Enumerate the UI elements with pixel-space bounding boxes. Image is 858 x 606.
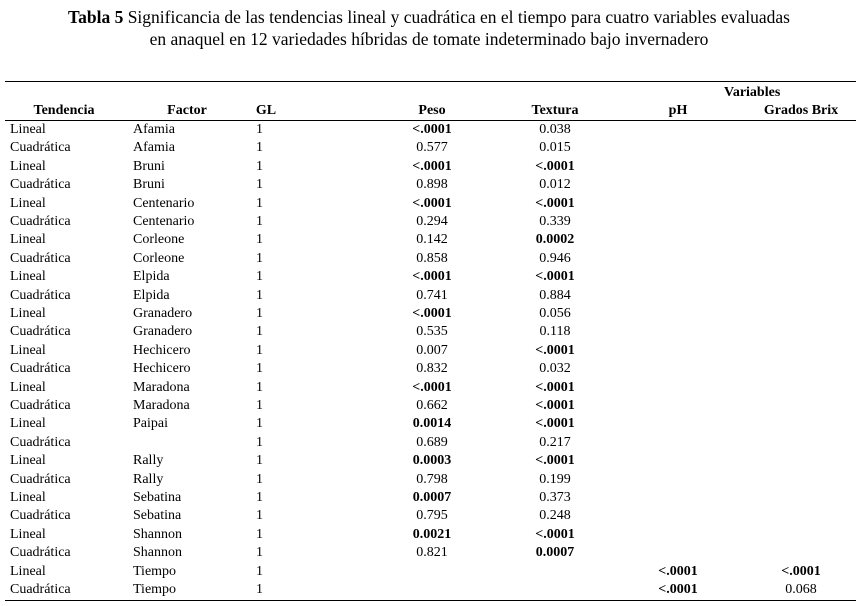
cell-tendencia: Cuadrática — [10, 140, 71, 155]
cell-grados-brix: <.0001 — [781, 564, 821, 579]
cell-factor: Afamia — [133, 140, 175, 155]
cell-textura: <.0001 — [535, 269, 575, 284]
cell-gl: 1 — [256, 361, 263, 376]
cell-peso: <.0001 — [412, 159, 452, 174]
cell-factor: Sebatina — [133, 508, 182, 523]
cell-factor: Centenario — [133, 196, 195, 211]
cell-textura: 0.032 — [539, 361, 571, 376]
cell-peso: 0.795 — [416, 508, 448, 523]
cell-textura: <.0001 — [535, 416, 575, 431]
cell-tendencia: Lineal — [10, 416, 46, 431]
header-variables-group: Variables — [724, 85, 781, 100]
cell-textura: 0.015 — [539, 140, 571, 155]
header-ph: pH — [668, 103, 688, 118]
cell-textura: <.0001 — [535, 453, 575, 468]
cell-tendencia: Cuadrática — [10, 288, 71, 303]
cell-gl: 1 — [256, 306, 263, 321]
cell-factor: Elpida — [133, 269, 170, 284]
cell-textura: 0.012 — [539, 177, 571, 192]
cell-textura: 0.0002 — [535, 232, 575, 247]
cell-textura: 0.038 — [539, 122, 571, 137]
cell-tendencia: Lineal — [10, 269, 46, 284]
cell-peso: 0.858 — [416, 251, 448, 266]
header-tendencia: Tendencia — [33, 103, 95, 118]
cell-gl: 1 — [256, 140, 263, 155]
cell-gl: 1 — [256, 398, 263, 413]
cell-tendencia: Lineal — [10, 564, 46, 579]
cell-textura: <.0001 — [535, 196, 575, 211]
cell-peso: <.0001 — [412, 196, 452, 211]
cell-tendencia: Cuadrática — [10, 398, 71, 413]
cell-gl: 1 — [256, 508, 263, 523]
caption-text-1: Significancia de las tendencias lineal y cuadrática en el tiempo para cuatro variables evaluadas — [127, 7, 790, 27]
cell-gl: 1 — [256, 453, 263, 468]
cell-ph: <.0001 — [658, 564, 698, 579]
table-header-rule — [5, 120, 856, 121]
table-caption — [0, 6, 858, 50]
cell-peso: 0.662 — [416, 398, 448, 413]
cell-tendencia: Lineal — [10, 196, 46, 211]
cell-peso: 0.821 — [416, 545, 448, 560]
cell-textura: <.0001 — [535, 398, 575, 413]
cell-tendencia: Lineal — [10, 453, 46, 468]
cell-peso: 0.0014 — [412, 416, 452, 431]
cell-gl: 1 — [256, 435, 263, 450]
cell-peso: 0.007 — [416, 343, 448, 358]
cell-peso: <.0001 — [412, 122, 452, 137]
cell-textura: 0.217 — [539, 435, 571, 450]
cell-factor: Maradona — [133, 380, 190, 395]
cell-gl: 1 — [256, 177, 263, 192]
cell-textura: <.0001 — [535, 380, 575, 395]
cell-gl: 1 — [256, 472, 263, 487]
cell-tendencia: Cuadrática — [10, 251, 71, 266]
cell-textura: <.0001 — [535, 343, 575, 358]
cell-factor: Centenario — [133, 214, 195, 229]
cell-peso: 0.0007 — [412, 490, 452, 505]
cell-peso: 0.898 — [416, 177, 448, 192]
cell-textura: 0.884 — [539, 288, 571, 303]
cell-gl: 1 — [256, 159, 263, 174]
cell-gl: 1 — [256, 269, 263, 284]
cell-textura: <.0001 — [535, 159, 575, 174]
cell-factor: Corleone — [133, 232, 185, 247]
cell-textura: 0.339 — [539, 214, 571, 229]
cell-ph: <.0001 — [658, 582, 698, 597]
cell-peso: 0.577 — [416, 140, 448, 155]
cell-gl: 1 — [256, 288, 263, 303]
cell-factor: Bruni — [133, 177, 165, 192]
cell-factor: Tiempo — [133, 582, 177, 597]
header-peso: Peso — [418, 103, 446, 118]
cell-tendencia: Cuadrática — [10, 361, 71, 376]
cell-factor: Granadero — [133, 306, 193, 321]
cell-textura: 0.0007 — [535, 545, 575, 560]
cell-factor: Maradona — [133, 398, 190, 413]
cell-tendencia: Cuadrática — [10, 214, 71, 229]
cell-factor: Corleone — [133, 251, 185, 266]
cell-tendencia: Cuadrática — [10, 582, 71, 597]
cell-tendencia: Cuadrática — [10, 508, 71, 523]
cell-textura: <.0001 — [535, 527, 575, 542]
cell-tendencia: Lineal — [10, 159, 46, 174]
cell-peso: 0.832 — [416, 361, 448, 376]
cell-factor: Elpida — [133, 288, 170, 303]
cell-factor: Sebatina — [133, 490, 182, 505]
table-top-rule — [5, 81, 856, 82]
cell-tendencia: Cuadrática — [10, 324, 71, 339]
cell-peso: 0.798 — [416, 472, 448, 487]
cell-gl: 1 — [256, 251, 263, 266]
cell-factor: Shannon — [133, 545, 182, 560]
cell-gl: 1 — [256, 564, 263, 579]
cell-tendencia: Lineal — [10, 343, 46, 358]
cell-tendencia: Cuadrática — [10, 545, 71, 560]
caption-label: Tabla 5 — [68, 7, 124, 27]
cell-tendencia: Cuadrática — [10, 435, 71, 450]
cell-factor: Hechicero — [133, 361, 191, 376]
header-textura: Textura — [531, 103, 579, 118]
cell-factor: Tiempo — [133, 564, 177, 579]
caption-line-2: en anaquel en 12 variedades híbridas de tomate indeterminado bajo invernadero — [149, 29, 709, 49]
cell-factor: Afamia — [133, 122, 175, 137]
cell-grados-brix: 0.068 — [785, 582, 817, 597]
cell-gl: 1 — [256, 545, 263, 560]
cell-tendencia: Lineal — [10, 122, 46, 137]
cell-textura: 0.373 — [539, 490, 571, 505]
cell-tendencia: Cuadrática — [10, 472, 71, 487]
cell-gl: 1 — [256, 122, 263, 137]
cell-factor: Hechicero — [133, 343, 191, 358]
cell-gl: 1 — [256, 416, 263, 431]
cell-textura: 0.946 — [539, 251, 571, 266]
cell-peso: <.0001 — [412, 306, 452, 321]
cell-peso: 0.689 — [416, 435, 448, 450]
cell-factor: Rally — [133, 472, 164, 487]
cell-tendencia: Lineal — [10, 490, 46, 505]
cell-peso: 0.535 — [416, 324, 448, 339]
cell-tendencia: Cuadrática — [10, 177, 71, 192]
cell-factor: Granadero — [133, 324, 193, 339]
cell-gl: 1 — [256, 582, 263, 597]
caption-line-1 — [0, 6, 858, 28]
cell-gl: 1 — [256, 490, 263, 505]
cell-gl: 1 — [256, 343, 263, 358]
header-grados-brix: Grados Brix — [763, 103, 839, 118]
cell-tendencia: Lineal — [10, 380, 46, 395]
header-gl: GL — [255, 103, 277, 118]
cell-gl: 1 — [256, 196, 263, 211]
cell-gl: 1 — [256, 527, 263, 542]
cell-factor: Paipai — [133, 416, 168, 431]
cell-gl: 1 — [256, 324, 263, 339]
cell-tendencia: Lineal — [10, 232, 46, 247]
cell-peso: 0.0021 — [412, 527, 452, 542]
cell-textura: 0.056 — [539, 306, 571, 321]
cell-factor: Bruni — [133, 159, 165, 174]
cell-peso: 0.142 — [416, 232, 448, 247]
cell-textura: 0.199 — [539, 472, 571, 487]
cell-tendencia: Lineal — [10, 527, 46, 542]
cell-peso: 0.0003 — [412, 453, 452, 468]
cell-gl: 1 — [256, 214, 263, 229]
header-factor: Factor — [167, 103, 207, 118]
cell-peso: <.0001 — [412, 269, 452, 284]
cell-factor: Shannon — [133, 527, 182, 542]
cell-gl: 1 — [256, 380, 263, 395]
table-bottom-rule — [5, 600, 856, 601]
cell-peso: 0.294 — [416, 214, 448, 229]
cell-gl: 1 — [256, 232, 263, 247]
cell-tendencia: Lineal — [10, 306, 46, 321]
cell-peso: <.0001 — [412, 380, 452, 395]
cell-factor: Rally — [133, 453, 164, 468]
cell-peso: 0.741 — [416, 288, 448, 303]
cell-textura: 0.248 — [539, 508, 571, 523]
cell-textura: 0.118 — [539, 324, 571, 339]
